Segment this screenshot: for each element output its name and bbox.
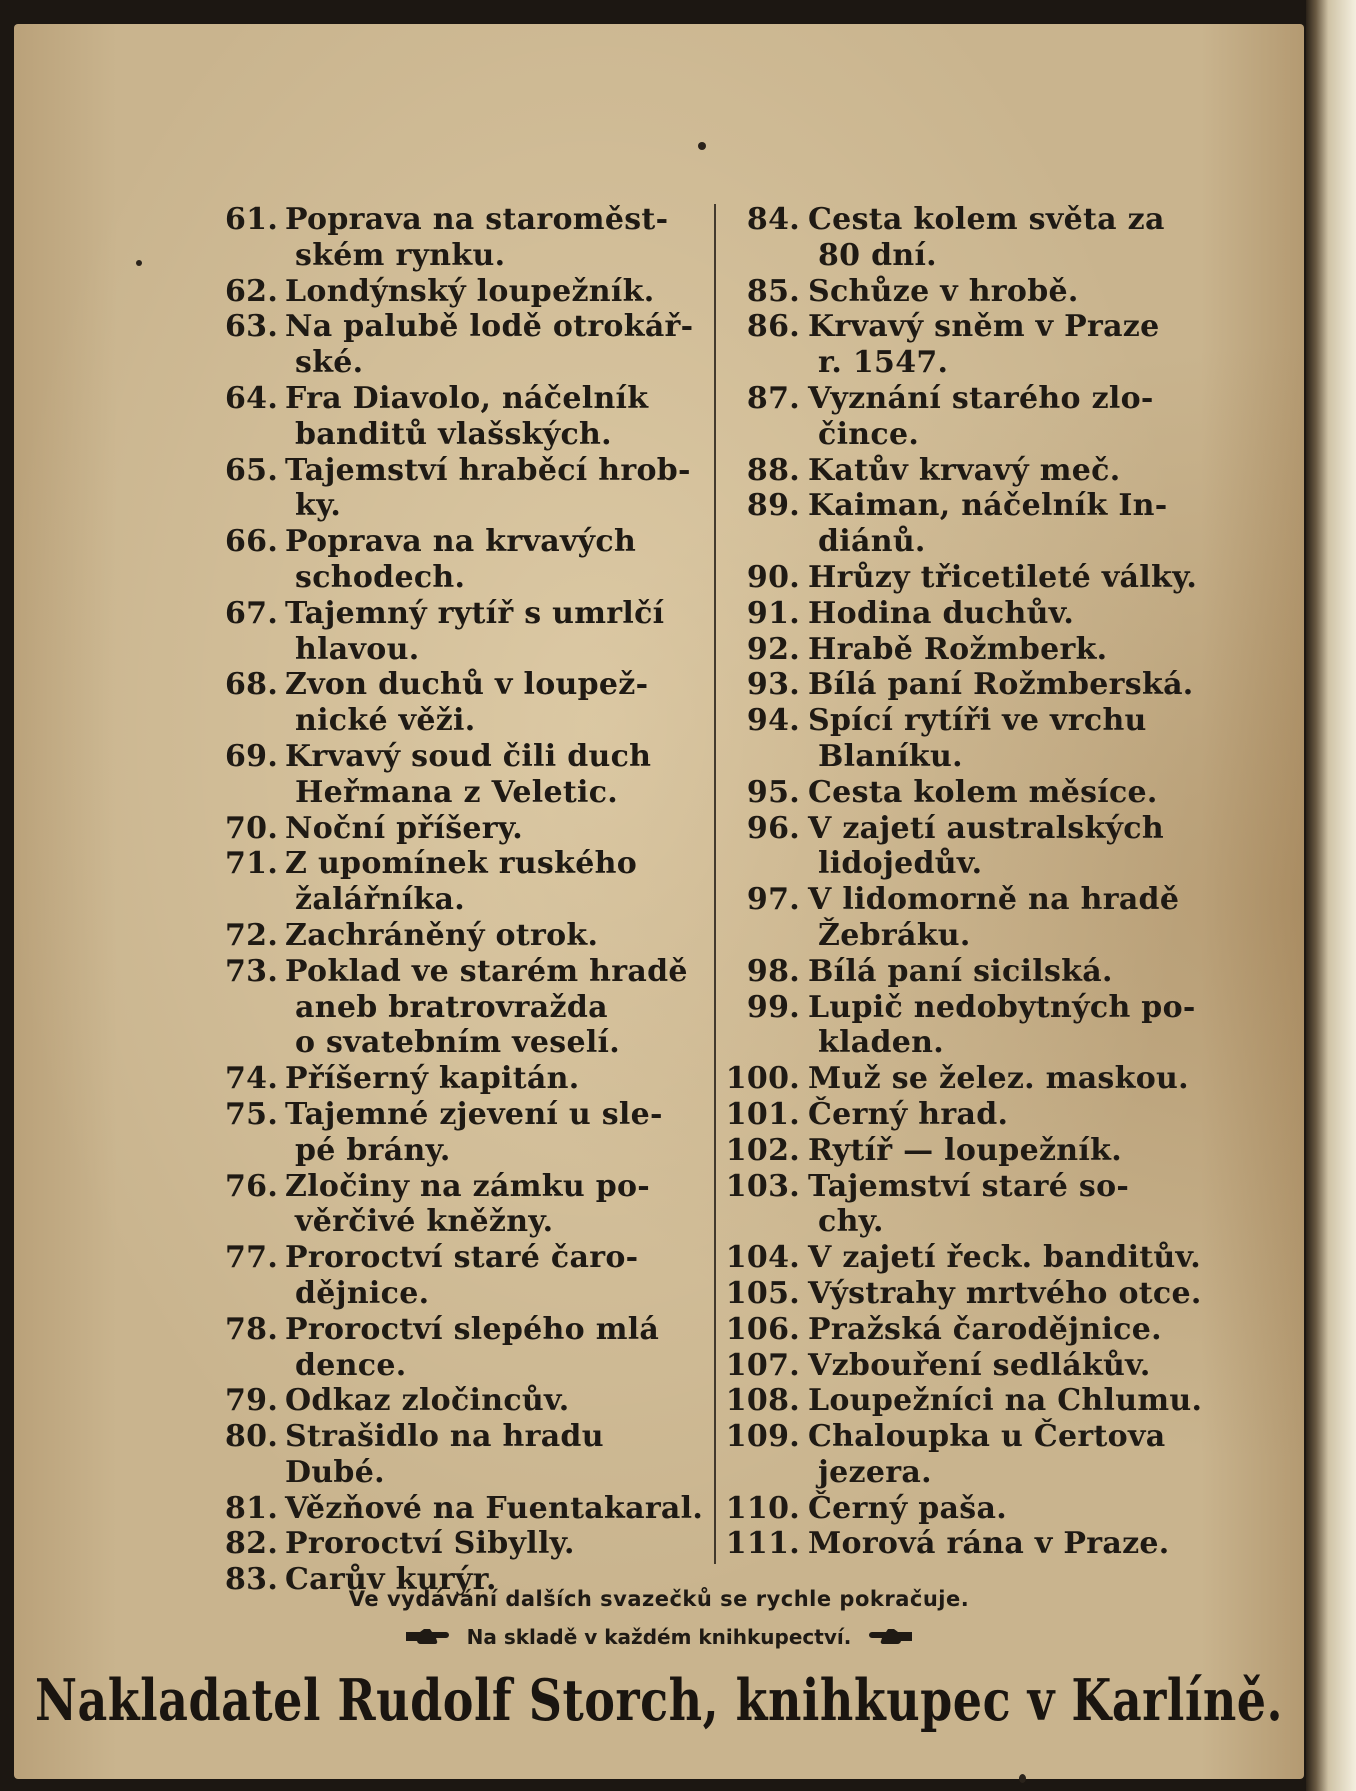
entry-number: 96. — [746, 810, 800, 846]
entry-number: 91. — [746, 595, 800, 631]
entry-title-line: Tajemné zjevení u sle- — [285, 1096, 663, 1132]
entry-title-line: Zvon duchů v loupež- — [285, 667, 649, 703]
entry-title — [277, 596, 705, 668]
title-entry — [720, 202, 1210, 274]
entry-title — [277, 846, 705, 918]
title-entry — [720, 667, 1210, 703]
title-entry — [225, 274, 705, 310]
entry-title — [800, 1312, 1210, 1348]
entry-number: 61. — [225, 202, 279, 237]
pointing-hand-left-icon — [868, 1627, 914, 1651]
entry-title-line: Vyznání starého zlo- — [808, 380, 1154, 416]
pointing-hand-right-icon — [404, 1627, 450, 1651]
entry-title-line: Morová rána v Praze. — [808, 1526, 1170, 1562]
entry-number: 99. — [746, 989, 800, 1025]
entry-number: 75. — [225, 1096, 279, 1132]
entry-number: 109. — [725, 1419, 800, 1455]
entry-title-line: o svatebním veselí. — [295, 1025, 620, 1061]
entry-number: 66. — [225, 524, 279, 560]
title-entry — [225, 1491, 705, 1527]
entry-title-line: žalářníka. — [295, 882, 465, 918]
entry-number: 77. — [225, 1240, 279, 1276]
title-entry — [720, 954, 1210, 990]
entry-title-line: Proroctví slepého mlá — [285, 1311, 660, 1347]
entry-title-line: Na palubě lodě otrokář- — [285, 309, 694, 345]
entry-number: 85. — [746, 273, 800, 309]
entry-title — [800, 381, 1210, 453]
title-entry — [225, 202, 705, 274]
entry-title — [800, 775, 1210, 811]
entry-title-line: Zločiny na zámku po- — [285, 1168, 651, 1204]
entry-title-line: aneb bratrovražda — [295, 989, 608, 1025]
entry-title — [277, 1169, 705, 1241]
entry-title — [277, 1491, 705, 1527]
ink-speck — [1019, 1774, 1026, 1783]
entry-title-line: Černý hrad. — [808, 1096, 1009, 1132]
title-entry — [225, 1061, 705, 1097]
title-entry — [720, 453, 1210, 489]
entry-number: 94. — [746, 703, 800, 739]
entry-title-line: Chaloupka u Čertova — [808, 1419, 1166, 1455]
entry-title-line: čince. — [818, 416, 920, 452]
entry-title — [800, 202, 1210, 274]
entry-number: 89. — [746, 488, 800, 524]
title-entry — [720, 1383, 1210, 1419]
entry-title-line: Hrůzy třicetileté války. — [808, 559, 1198, 595]
entry-title-line: Tajemství hraběcí hrob- — [285, 452, 691, 488]
title-entry — [720, 1348, 1210, 1384]
entry-title — [277, 811, 705, 847]
entry-title-line: Žebráku. — [818, 917, 971, 953]
entry-number: 92. — [746, 631, 800, 667]
entry-title — [800, 488, 1210, 560]
title-entry — [225, 1169, 705, 1241]
entry-title — [800, 1491, 1210, 1527]
entry-title-line: Bílá paní Rožmberská. — [808, 667, 1194, 703]
title-entry — [225, 1419, 705, 1491]
entry-title — [277, 274, 705, 310]
entry-title — [277, 1526, 705, 1562]
title-entry — [720, 1240, 1210, 1276]
entry-number: 93. — [746, 667, 800, 703]
entry-number: 88. — [746, 452, 800, 488]
entry-title — [800, 596, 1210, 632]
entry-title — [800, 1061, 1210, 1097]
entry-number: 79. — [225, 1383, 279, 1419]
facing-page-edge — [1306, 0, 1356, 1791]
title-entry — [720, 990, 1210, 1062]
entry-title-line: Z upomínek ruského — [285, 846, 638, 882]
entry-title-line: chy. — [818, 1204, 884, 1240]
title-entry — [225, 1312, 705, 1384]
entry-title-line: Spící rytíři ve vrchu — [808, 703, 1147, 739]
entry-title-line: Proroctví Sibylly. — [285, 1526, 575, 1562]
entry-title — [277, 667, 705, 739]
entry-number: 80. — [225, 1419, 279, 1455]
entry-title-line: Hrabě Rožmberk. — [808, 631, 1108, 667]
entry-number: 90. — [746, 559, 800, 595]
entry-title-line: Cesta kolem světa za — [808, 202, 1165, 237]
entry-title — [277, 954, 705, 1061]
title-entry — [720, 1526, 1210, 1562]
entry-number: 72. — [225, 917, 279, 953]
entry-number: 110. — [725, 1490, 800, 1526]
entry-number: 84. — [746, 202, 800, 237]
title-entry — [225, 524, 705, 596]
entry-number: 98. — [746, 953, 800, 989]
entry-title-line: Loupežníci na Chlumu. — [808, 1383, 1203, 1419]
entry-number: 67. — [225, 595, 279, 631]
entry-title — [800, 1240, 1210, 1276]
entry-title — [277, 453, 705, 525]
entry-number: 104. — [725, 1240, 800, 1276]
title-list-right-column — [720, 202, 1210, 1562]
entry-title — [800, 1097, 1210, 1133]
title-entry — [225, 667, 705, 739]
title-entry — [720, 882, 1210, 954]
entry-title-line: Pražská čarodějnice. — [808, 1311, 1162, 1347]
entry-title-line: Tajemný rytíř s umrlčí — [285, 595, 665, 631]
entry-title-line: pé brány. — [295, 1132, 451, 1168]
entry-number: 71. — [225, 846, 279, 882]
title-entry — [225, 381, 705, 453]
entry-title — [800, 811, 1210, 883]
book-page — [14, 24, 1304, 1779]
entry-title — [800, 1133, 1210, 1169]
entry-title-line: Muž se želez. maskou. — [808, 1061, 1189, 1097]
entry-title-line: Proroctví staré čaro- — [285, 1240, 639, 1276]
entry-title — [800, 1169, 1210, 1241]
entry-title — [277, 1312, 705, 1384]
title-entry — [225, 453, 705, 525]
title-entry — [720, 1169, 1210, 1241]
entry-number: 70. — [225, 810, 279, 846]
entry-title — [800, 309, 1210, 381]
entry-title-line: V zajetí řeck. banditův. — [808, 1240, 1201, 1276]
entry-number: 87. — [746, 380, 800, 416]
entry-title-line: Fra Diavolo, náčelník — [285, 380, 649, 416]
entry-title — [800, 990, 1210, 1062]
entry-number: 111. — [725, 1526, 800, 1562]
title-entry — [225, 954, 705, 1061]
entry-title — [277, 202, 705, 274]
title-entry — [720, 775, 1210, 811]
entry-number: 100. — [725, 1061, 800, 1097]
title-entry — [225, 1526, 705, 1562]
title-entry — [720, 632, 1210, 668]
entry-title-line: věrčivé kněžny. — [295, 1204, 554, 1240]
entry-title-line: nické věži. — [295, 703, 476, 739]
entry-number: 62. — [225, 273, 279, 309]
entry-title-line: hlavou. — [295, 631, 420, 667]
entry-title-line: Poklad ve starém hradě — [285, 953, 688, 989]
entry-title-line: banditů vlašských. — [295, 416, 612, 452]
entry-title — [800, 1419, 1210, 1491]
entry-title-line: schodech. — [295, 559, 466, 595]
publisher-imprint: Nakladatel Rudolf Storch, knihkupec v Karlíně. — [34, 1666, 1284, 1734]
entry-title-line: ské. — [295, 345, 364, 381]
entry-title-line: kladen. — [818, 1025, 945, 1061]
entry-title — [800, 1526, 1210, 1562]
entry-title — [277, 381, 705, 453]
entry-title — [277, 918, 705, 954]
entry-title-line: r. 1547. — [818, 345, 949, 381]
entry-title-line: Krvavý sněm v Praze — [808, 309, 1160, 345]
entry-title-line: dějnice. — [295, 1275, 430, 1311]
title-entry — [225, 309, 705, 381]
entry-title-line: Bílá paní sicilská. — [808, 953, 1113, 989]
entry-title-line: ském rynku. — [295, 237, 506, 273]
title-entry — [720, 1491, 1210, 1527]
entry-title-line: Poprava na krvavých — [285, 524, 637, 560]
entry-title-line: Rytíř — loupežník. — [808, 1132, 1122, 1168]
entry-title-line: Vzbouření sedlákův. — [808, 1347, 1151, 1383]
column-divider — [714, 204, 716, 1564]
entry-title — [800, 1348, 1210, 1384]
entry-title — [277, 1061, 705, 1097]
entry-title-line: Blaníku. — [818, 738, 963, 774]
entry-number: 74. — [225, 1061, 279, 1097]
entry-title — [800, 882, 1210, 954]
title-entry — [720, 1133, 1210, 1169]
title-entry — [720, 309, 1210, 381]
stock-note-row — [14, 1625, 1304, 1651]
entry-number: 64. — [225, 380, 279, 416]
stock-note: Na skladě v každém knihkupectví. — [466, 1625, 852, 1649]
title-entry — [225, 918, 705, 954]
entry-title-line: Heřmana z Veletic. — [295, 774, 619, 810]
entry-title-line: Cesta kolem měsíce. — [808, 774, 1158, 810]
title-entry — [720, 596, 1210, 632]
entry-title — [800, 1383, 1210, 1419]
title-entry — [225, 1240, 705, 1312]
entry-title — [800, 1276, 1210, 1312]
entry-number: 95. — [746, 774, 800, 810]
entry-title-line: Katův krvavý meč. — [808, 452, 1121, 488]
entry-number: 105. — [725, 1275, 800, 1311]
entry-title-line: V zajetí australských — [808, 810, 1164, 846]
continuation-note: Ve vydávání dalších svazečků se rychle pokračuje. — [348, 1587, 970, 1611]
entry-number: 81. — [225, 1490, 279, 1526]
entry-title-line: Příšerný kapitán. — [285, 1061, 580, 1097]
entry-title-line: Krvavý soud čili duch — [285, 738, 652, 774]
entry-title-line: jezera. — [818, 1454, 932, 1490]
entry-title — [800, 274, 1210, 310]
entry-number: 63. — [225, 309, 279, 345]
title-entry — [225, 846, 705, 918]
entry-title-line: dence. — [295, 1347, 407, 1383]
entry-title-line: Kaiman, náčelník In- — [808, 488, 1168, 524]
entry-title-line: Zachráněný otrok. — [285, 917, 599, 953]
entry-number: 103. — [725, 1168, 800, 1204]
entry-number: 107. — [725, 1347, 800, 1383]
entry-title-line: Londýnský loupežník. — [285, 273, 655, 309]
entry-title — [800, 954, 1210, 990]
title-entry — [225, 739, 705, 811]
entry-title — [277, 524, 705, 596]
title-list-left-column — [225, 202, 705, 1598]
entry-title-line: lidojedův. — [818, 846, 983, 882]
entry-number: 82. — [225, 1526, 279, 1562]
title-entry — [225, 811, 705, 847]
entry-title — [277, 1383, 705, 1419]
entry-title-line: Schůze v hrobě. — [808, 273, 1079, 309]
entry-title — [277, 309, 705, 381]
entry-title-line: Carův kurýr. — [285, 1562, 497, 1598]
entry-number: 76. — [225, 1168, 279, 1204]
entry-title-line: Černý paša. — [808, 1490, 1007, 1526]
entry-title-line: Vězňové na Fuentakaral. — [285, 1490, 704, 1526]
entry-title-line: Odkaz zločincův. — [285, 1383, 570, 1419]
entry-number: 97. — [746, 882, 800, 918]
entry-title — [277, 1097, 705, 1169]
entry-number: 68. — [225, 667, 279, 703]
title-entry — [720, 560, 1210, 596]
ink-speck — [698, 142, 706, 150]
entry-number: 65. — [225, 452, 279, 488]
entry-number: 102. — [725, 1132, 800, 1168]
entry-number: 78. — [225, 1311, 279, 1347]
title-entry — [720, 1061, 1210, 1097]
entry-title-line: diánů. — [818, 524, 926, 560]
entry-number: 83. — [225, 1562, 279, 1598]
ink-speck — [136, 260, 142, 266]
entry-title-line: Noční příšery. — [285, 810, 523, 846]
entry-title — [277, 739, 705, 811]
entry-title-line: 80 dní. — [818, 237, 937, 273]
entry-title — [277, 1419, 705, 1491]
title-entry — [720, 1097, 1210, 1133]
entry-number: 69. — [225, 738, 279, 774]
entry-title-line: Tajemství staré so- — [808, 1168, 1130, 1204]
entry-number: 86. — [746, 309, 800, 345]
title-entry — [225, 1383, 705, 1419]
entry-title-line: Výstrahy mrtvého otce. — [808, 1275, 1202, 1311]
entry-number: 101. — [725, 1096, 800, 1132]
entry-title-line: Poprava na staroměst- — [285, 202, 669, 237]
title-entry — [720, 811, 1210, 883]
title-entry — [720, 703, 1210, 775]
title-entry — [720, 1312, 1210, 1348]
entry-number: 73. — [225, 953, 279, 989]
entry-title — [800, 667, 1210, 703]
entry-title — [800, 453, 1210, 489]
entry-title — [277, 1240, 705, 1312]
entry-title-line: Lupič nedobytných po- — [808, 989, 1196, 1025]
title-entry — [720, 488, 1210, 560]
entry-title-line: V lidomorně na hradě — [808, 882, 1180, 918]
entry-title — [800, 703, 1210, 775]
entry-title-line: Strašidlo na hradu Dubé. — [285, 1419, 604, 1490]
title-entry — [225, 1097, 705, 1169]
entry-title — [800, 560, 1210, 596]
entry-title — [800, 632, 1210, 668]
title-entry — [720, 1276, 1210, 1312]
title-entry — [720, 1419, 1210, 1491]
entry-title-line: ky. — [295, 488, 342, 524]
title-entry — [720, 274, 1210, 310]
entry-number: 106. — [725, 1311, 800, 1347]
title-entry — [225, 596, 705, 668]
title-entry — [720, 381, 1210, 453]
entry-number: 108. — [725, 1383, 800, 1419]
entry-title-line: Hodina duchův. — [808, 595, 1075, 631]
